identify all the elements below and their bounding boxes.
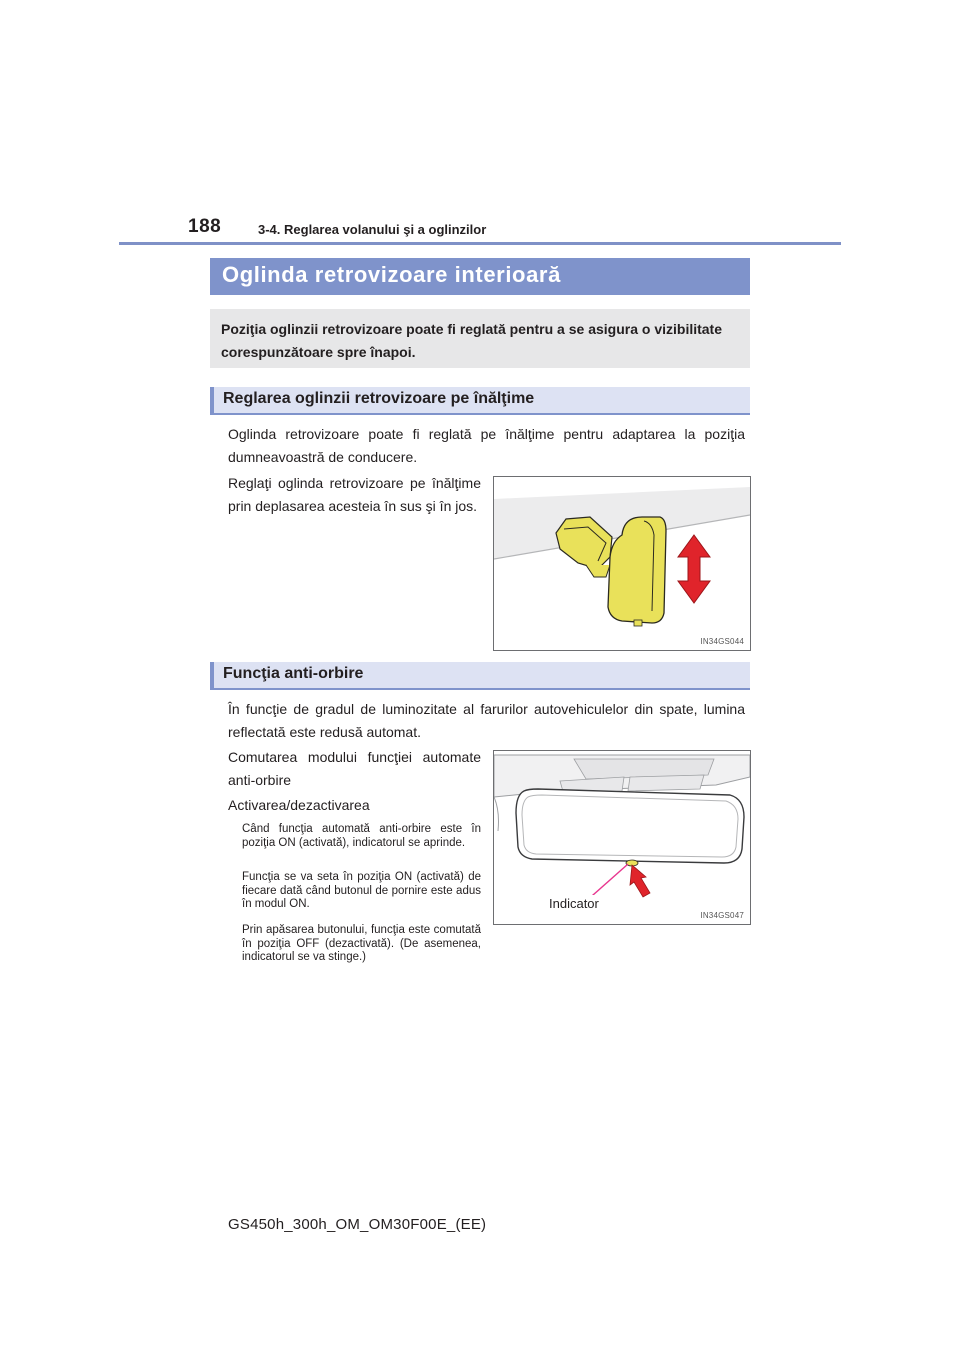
section-reference: 3-4. Reglarea volanului şi a oglinzilor — [258, 222, 487, 237]
antiglare-section-heading-bar — [210, 662, 750, 690]
antiglare-section-heading: Funcţia anti-orbire — [223, 665, 364, 682]
summary-text: Poziţia oglinzii retrovizoare poate fi reglată pentru a se asigura o vizibilitate corespunzătoare spre înapoi. — [221, 321, 723, 360]
mirror-height-figure — [493, 476, 751, 651]
page-title: Oglinda retrovizoare interioară — [222, 262, 561, 287]
off-note: Prin apăsarea butonului, funcţia este comutată în poziţia OFF (dezactivată). (De asemenea, indicatorul se va stinge.) — [242, 924, 481, 963]
anti-glare-mirror — [516, 789, 744, 863]
up-down-arrow-icon — [678, 535, 710, 603]
page-title-bar — [210, 258, 750, 295]
figure-code: IN34GS044 — [700, 637, 744, 646]
header-divider — [119, 242, 841, 245]
toggle-label: Activarea/dezactivarea — [228, 797, 370, 813]
page-number: 188 — [188, 216, 222, 237]
antiglare-intro-paragraph: În funcţie de gradul de luminozitate al farurilor autovehiculelor din spate, lumina reflectată este redusă automat. — [228, 701, 745, 740]
antiglare-mirror-illustration — [494, 751, 750, 924]
height-instruction-paragraph: Reglaţi oglinda retrovizoare pe înălţime prin deplasarea acesteia în sus şi în jos. — [228, 475, 481, 514]
indicator-note: Când funcţia automată anti-orbire este în poziţia ON (activată), indicatorul se aprinde. — [242, 823, 481, 849]
figure-code: IN34GS047 — [700, 911, 744, 920]
height-intro-paragraph: Oglinda retrovizoare poate fi reglată pe înălţime pentru adaptarea la poziţia dumneavoastră de conducere. — [228, 426, 745, 465]
indicator-label: Indicator — [545, 895, 603, 912]
press-button-arrow-icon — [630, 865, 650, 897]
antiglare-mirror-figure — [493, 750, 751, 925]
height-section-heading-bar — [210, 387, 750, 415]
mirror-height-illustration — [494, 477, 750, 650]
height-section-heading: Reglarea oglinzii retrovizoare pe înălţime — [223, 390, 535, 407]
document-code-footer: GS450h_300h_OM_OM30F00E_(EE) — [228, 1216, 487, 1233]
startup-note: Funcţia se va seta în poziţia ON (activată) de fiecare dată când butonul de pornire este adus în modul ON. — [242, 871, 481, 910]
mode-switch-label: Comutarea modului funcţiei automate anti-orbire — [228, 749, 481, 788]
summary-box — [210, 309, 750, 368]
